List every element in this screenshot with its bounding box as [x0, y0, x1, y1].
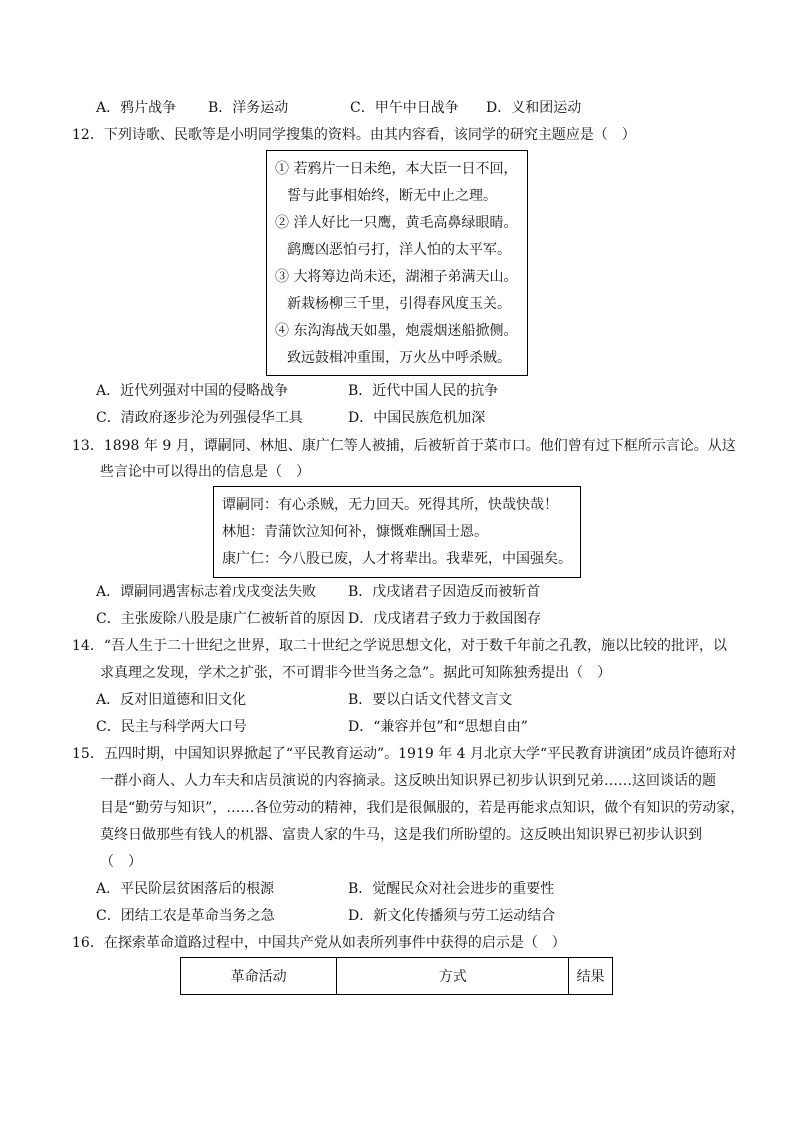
table-header-revolution: 革命活动 — [181, 958, 337, 995]
q15-option-d: D．新文化传播须与劳工运动结合 — [348, 908, 556, 924]
q15-option-a: A．平民阶层贫困落后的根源 — [96, 881, 275, 897]
q13-option-a: A．谭嗣同遇害标志着戊戌变法失败 — [96, 584, 317, 600]
q12-box-line: 誓与此事相始终，断无中止之理。 — [287, 188, 497, 204]
q15-stem-line: 一群小商人、人力车夫和店员演说的内容摘录。这反映出知识界已初步认识到兄弟……这回谈话的题 — [100, 773, 716, 789]
q13-option-b: B．戊戌诸君子因造反而被斩首 — [348, 584, 541, 600]
table-header-result: 结果 — [569, 958, 613, 995]
q13-quote-line: 谭嗣同：有心杀贼，无力回天。死得其所，快哉快哉！ — [222, 497, 558, 513]
q11-option-a: A．鸦片战争 — [96, 100, 177, 116]
q12-box-line: ① 若鸦片一日未绝，本大臣一日不回， — [275, 161, 518, 177]
q12-box-line: 鹞鹰凶恶怕弓打，洋人怕的太平军。 — [287, 242, 511, 258]
q15-stem-line: 15．五四时期，中国知识界掀起了“平民教育运动”。1919 年 4 月北京大学“平民教育讲演团”成员许德珩对 — [72, 746, 737, 762]
q13-quote-line: 林旭：青蒲饮泣知何补，慷慨难酬国士恩。 — [222, 524, 488, 540]
q14-option-b: B．要以白话文代替文言文 — [348, 692, 513, 708]
q16-table — [180, 957, 613, 995]
q12-stem: 12．下列诗歌、民歌等是小明同学搜集的资料。由其内容看，该同学的研究主题应是（ ） — [72, 127, 636, 143]
table-header-row — [181, 958, 613, 995]
q15-option-b: B．觉醒民众对社会进步的重要性 — [348, 881, 555, 897]
q14-stem-line2: 求真理之发现，学术之扩张，不可谓非今世当务之急”。据此可知陈独秀提出（ ） — [100, 665, 612, 681]
q13-quote-box — [213, 486, 581, 578]
q14-option-a: A．反对旧道德和旧文化 — [96, 692, 247, 708]
q14-stem-line1: 14．“吾人生于二十世纪之世界，取二十世纪之学说思想文化，对于数千年前之孔教，施以比较的批评，以 — [72, 638, 727, 654]
q12-option-d: D．中国民族危机加深 — [348, 410, 486, 426]
q13-stem-line2: 些言论中可以得出的信息是（ ） — [100, 464, 310, 480]
q13-stem-line1: 13．1898 年 9 月，谭嗣同、林旭、康广仁等人被捕，后被斩首于菜市口。他们曾有过下框所示言论。从这 — [72, 438, 736, 454]
q12-option-c: C．清政府逐步沦为列强侵华工具 — [96, 410, 303, 426]
q15-option-c: C．团结工农是革命当务之急 — [96, 908, 275, 924]
q12-option-a: A．近代列强对中国的侵略战争 — [96, 383, 289, 399]
q11-option-c: C．甲午中日战争 — [350, 100, 459, 116]
q15-answer-blank: （ ） — [100, 854, 142, 870]
q14-option-d: D．“兼容并包”和“思想自由” — [348, 719, 528, 735]
q11-option-d: D．义和团运动 — [486, 100, 582, 116]
q13-option-c: C．主张废除八股是康广仁被斩首的原因 — [96, 611, 345, 627]
q16-stem: 16．在探索革命道路过程中，中国共产党从如表所列事件中获得的启示是（ ） — [72, 935, 566, 951]
q12-source-box — [266, 150, 528, 376]
q11-option-b: B．洋务运动 — [208, 100, 289, 116]
q12-box-line: ③ 大将筹边尚未还，湖湘子弟满天山。 — [275, 269, 518, 285]
q12-box-line: 新栽杨柳三千里，引得春风度玉关。 — [287, 296, 511, 312]
q15-stem-line: 目是“勤劳与知识”，……各位劳动的精神，我们是很佩服的，若是再能求点知识，做个有知识的劳动家， — [100, 800, 745, 816]
q12-box-line: 致远鼓楫冲重围，万火丛中呼杀贼。 — [287, 350, 511, 366]
q12-option-b: B．近代中国人民的抗争 — [348, 383, 499, 399]
q14-option-c: C．民主与科学两大口号 — [96, 719, 247, 735]
q13-option-d: D．戊戌诸君子致力于救国图存 — [348, 611, 542, 627]
q12-box-line: ④ 东沟海战天如墨，炮震烟迷船掀侧。 — [275, 323, 518, 339]
table-header-method: 方式 — [337, 958, 569, 995]
q12-box-line: ② 洋人好比一只鹰，黄毛高鼻绿眼睛。 — [275, 215, 518, 231]
q13-quote-line: 康广仁：今八股已废，人才将辈出。我辈死，中国强矣。 — [222, 551, 572, 567]
q15-stem-line: 莫终日做那些有钱人的机器、富贵人家的牛马，这是我们所盼望的。这反映出知识界已初步认识到 — [100, 827, 702, 843]
